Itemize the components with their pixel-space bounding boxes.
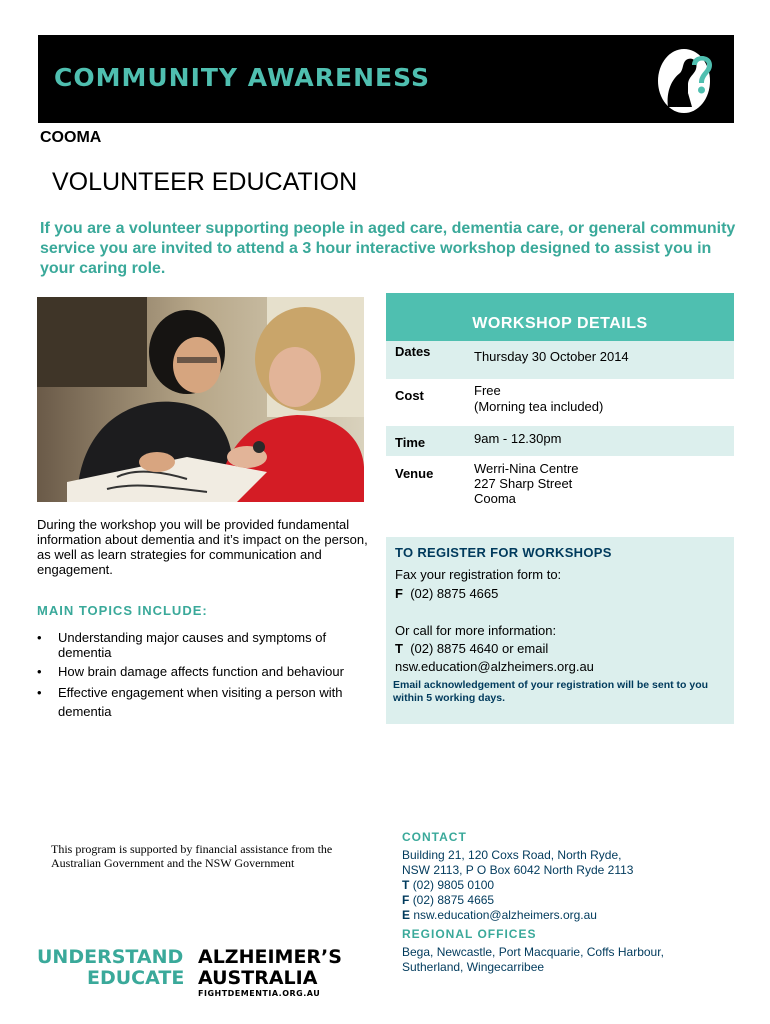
topics-list <box>37 630 367 725</box>
details-label: Venue <box>395 466 434 481</box>
location-label: COOMA <box>40 129 102 146</box>
fax-number[interactable]: (02) 8875 4665 <box>410 586 499 601</box>
details-row-dates <box>386 341 734 379</box>
regional-offices-1: Bega, Newcastle, Port Macquarie, Coffs Harbour, <box>402 945 664 959</box>
register-heading: TO REGISTER FOR WORKSHOPS <box>395 545 612 560</box>
details-label: Cost <box>395 388 424 403</box>
register-panel <box>386 537 734 724</box>
workshop-description: During the workshop you will be provided fundamental information about dementia and it’s impact on the person, as well as learn strategies for communication and engagement. <box>37 517 368 577</box>
details-value: Thursday 30 October 2014 <box>474 349 629 364</box>
workshop-details-panel <box>386 293 734 511</box>
contact-heading: CONTACT <box>402 830 467 844</box>
register-email-link[interactable]: nsw.education@alzheimers.org.au <box>395 659 594 674</box>
list-item <box>37 630 367 660</box>
details-value: Free <box>474 383 501 398</box>
phone-number[interactable]: (02) 8875 4640 or email <box>410 641 549 656</box>
fax-intro: Fax your registration form to: <box>395 567 562 582</box>
details-label: Dates <box>395 344 431 359</box>
topics-heading: MAIN TOPICS INCLUDE: <box>37 603 208 618</box>
contact-email-line <box>402 908 732 923</box>
head-question-mark-logo-icon <box>654 43 718 115</box>
funding-support-note: This program is supported by financial assistance from the Australian Government and the NSW Government <box>51 842 333 870</box>
list-item <box>37 683 367 721</box>
details-row-time <box>386 426 734 456</box>
brand-alzheimers: ALZHEIMER’S <box>198 946 342 968</box>
intro-text: If you are a volunteer supporting people in aged care, dementia care, or general community service you are invited to attend a 3 hour interactive workshop designed to assist you in your caring role. <box>40 220 736 277</box>
phone-label: T <box>395 641 403 656</box>
topic-text: Effective engagement when visiting a person with dementia <box>58 685 343 719</box>
details-value: 9am - 12.30pm <box>474 431 562 446</box>
contact-fax-line <box>402 893 732 908</box>
contact-phone[interactable]: (02) 9805 0100 <box>412 878 495 892</box>
fax-line <box>395 586 498 601</box>
brand-australia: AUSTRALIA <box>198 967 318 989</box>
contact-email-link[interactable]: nsw.education@alzheimers.org.au <box>413 908 597 922</box>
contact-phone-label: T <box>402 878 410 892</box>
details-row-venue <box>386 456 734 511</box>
two-women-workshop-photo-icon <box>37 297 364 502</box>
regional-offices-heading: REGIONAL OFFICES <box>402 927 537 941</box>
phone-line <box>395 641 548 656</box>
fax-label: F <box>395 586 403 601</box>
details-value: Cooma <box>474 491 516 506</box>
details-label: Time <box>395 435 426 450</box>
details-value: (Morning tea included) <box>474 399 604 414</box>
banner-title: COMMUNITY AWARENESS <box>54 63 430 92</box>
details-value: 227 Sharp Street <box>474 476 573 491</box>
workshop-details-heading: WORKSHOP DETAILS <box>386 293 734 341</box>
contact-email-label: E <box>402 908 411 922</box>
topic-text: Understanding major causes and symptoms of dementia <box>58 630 327 660</box>
contact-fax-label: F <box>402 893 410 907</box>
list-item <box>37 664 367 679</box>
brand-understand: UNDERSTAND <box>37 946 184 968</box>
header-banner <box>38 35 734 123</box>
regional-offices-2: Sutherland, Wingecarribee <box>402 960 545 974</box>
contact-address-2: NSW 2113, P O Box 6042 North Ryde 2113 <box>402 863 634 877</box>
call-intro: Or call for more information: <box>395 623 557 638</box>
contact-address-1: Building 21, 120 Coxs Road, North Ryde, <box>402 848 622 862</box>
topic-text: How brain damage affects function and behaviour <box>58 664 344 679</box>
alzheimers-australia-logo <box>37 947 367 1007</box>
brand-educate: EDUCATE <box>87 967 185 989</box>
bullet-icon: • <box>37 685 42 700</box>
brand-url-link[interactable]: FIGHTDEMENTIA.ORG.AU <box>198 989 321 998</box>
details-row-cost <box>386 379 734 426</box>
bullet-icon: • <box>37 630 42 645</box>
contact-fax[interactable]: (02) 8875 4665 <box>412 893 495 907</box>
register-note: Email acknowledgement of your registration will be sent to you within 5 working days. <box>393 679 709 704</box>
contact-phone-line <box>402 878 732 893</box>
bullet-icon: • <box>37 664 42 679</box>
page-title: VOLUNTEER EDUCATION <box>52 168 358 196</box>
contact-section <box>402 830 732 975</box>
details-value: Werri-Nina Centre <box>474 461 579 476</box>
